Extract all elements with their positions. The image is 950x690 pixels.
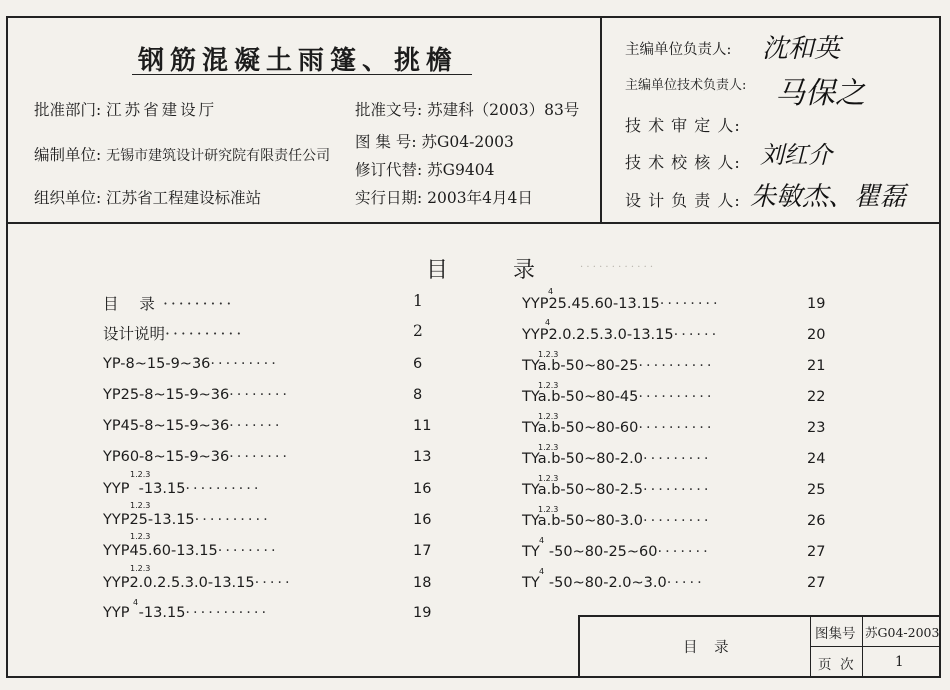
title-underline <box>132 74 472 75</box>
tech-chief-signature: 马保之 <box>775 76 865 111</box>
title-block-atlas-value: 苏G04-2003 <box>865 625 940 640</box>
toc-entry-code: TY -50~80-2.0~3.0 <box>522 575 667 591</box>
toc-entry-code: 目 录 <box>103 295 163 313</box>
toc-entry-code: TYa.b-50~80-2.5 <box>522 482 643 498</box>
approval-doc-label: 批准文号: <box>355 101 423 119</box>
toc-entry <box>522 389 826 405</box>
toc-entry-page: 19 <box>807 296 826 312</box>
toc-entry-page: 20 <box>807 327 826 343</box>
toc-entry <box>522 296 826 312</box>
toc-entry-page: 16 <box>413 512 432 528</box>
tech-check-label: 技 术 校 核 人: <box>625 153 741 172</box>
toc-entry <box>103 543 432 559</box>
approval-doc-value: 苏建科（2003）83号 <box>427 101 580 119</box>
toc-entry-page: 17 <box>413 543 432 559</box>
approval-dept <box>34 98 217 120</box>
title-block-page-value: 1 <box>895 654 904 670</box>
toc-entry <box>522 451 826 467</box>
toc-entry <box>522 544 826 560</box>
toc-leader: ········· <box>162 295 235 313</box>
toc-entry <box>103 605 432 621</box>
toc-superscript: 1.2.3 <box>130 470 151 479</box>
toc-entry <box>522 482 826 498</box>
toc-leader: ······· <box>229 418 283 434</box>
toc-entry-code: TY -50~80-25~60 <box>522 544 658 560</box>
title-block-divider <box>810 646 941 647</box>
toc-entry-page: 1 <box>413 292 423 310</box>
document-title: 钢筋混凝土雨篷、挑檐 <box>137 46 458 76</box>
toc-superscript: 4 <box>539 567 545 576</box>
toc-entry-code: TYa.b-50~80-60 <box>522 420 639 436</box>
toc-entry-page: 24 <box>807 451 826 467</box>
toc-entry-code: TYa.b-50~80-45 <box>522 389 639 405</box>
designer-signature: 朱敏杰、瞿磊 <box>750 182 907 212</box>
toc-leader: ········ <box>217 543 279 559</box>
toc-leader: ·········· <box>165 325 245 343</box>
organizer-value: 江苏省工程建设标准站 <box>106 189 262 207</box>
chief-editor-signature: 沈和英 <box>762 34 841 64</box>
toc-superscript: 1.2.3 <box>538 412 559 421</box>
tech-chief-label: 主编单位技术负责人: <box>625 78 747 93</box>
toc-entry-page: 19 <box>413 605 432 621</box>
toc-superscript: 1.2.3 <box>130 501 151 510</box>
toc-superscript: 1.2.3 <box>538 443 559 452</box>
atlas-number-value: 苏G04-2003 <box>421 133 514 151</box>
toc-entry <box>103 481 432 497</box>
toc-entry-code: YP60-8~15-9~36 <box>103 449 230 465</box>
toc-entry <box>103 292 423 314</box>
toc-entry-page: 13 <box>413 449 432 465</box>
toc-leader: ······· <box>657 544 711 560</box>
toc-entry <box>522 513 826 529</box>
toc-leader: ········· <box>643 482 712 498</box>
toc-title-char-1: 目 <box>426 258 449 283</box>
tech-check-signature: 刘红介 <box>760 141 832 169</box>
effective-date-value: 2003年4月4日 <box>427 189 533 207</box>
toc-leader: ········ <box>229 387 291 403</box>
toc-leader: ·········· <box>638 389 715 405</box>
toc-entry-code: TYa.b-50~80-3.0 <box>522 513 643 529</box>
toc-entry-page: 21 <box>807 358 826 374</box>
toc-entry <box>103 356 423 372</box>
toc-entry-code: YYP25-13.15 <box>103 512 195 528</box>
toc-entry-code: YP-8~15-9~36 <box>103 356 211 372</box>
toc-superscript: 1.2.3 <box>538 381 559 390</box>
toc-title-char-2: 录 <box>513 258 536 283</box>
title-block-atlas-label: 图集号 <box>815 626 856 642</box>
title-block-name: 目 录 <box>683 640 735 656</box>
toc-entry-page: 26 <box>807 513 826 529</box>
compiler <box>34 143 330 165</box>
toc-entry <box>103 322 423 344</box>
toc-superscript: 1.2.3 <box>538 350 559 359</box>
toc-superscript: 1.2.3 <box>130 564 151 573</box>
toc-entry-code: YP25-8~15-9~36 <box>103 387 230 403</box>
approval-dept-value: 江苏省建设厅 <box>106 101 218 119</box>
toc-leader: ········ <box>229 449 291 465</box>
toc-leader: ········· <box>643 513 712 529</box>
toc-entry-page: 23 <box>807 420 826 436</box>
toc-entry-code: YYP -13.15 <box>103 481 186 497</box>
toc-entry-page: 11 <box>413 418 432 434</box>
toc-entry-code: YYP25.45.60-13.15 <box>522 296 660 312</box>
compiler-label: 编制单位: <box>34 146 102 164</box>
toc-entry-code: TYa.b-50~80-25 <box>522 358 639 374</box>
title-block-page-label: 页 次 <box>818 657 854 673</box>
toc-entry-code: YYP2.0.2.5.3.0-13.15 <box>103 575 255 591</box>
organizer-label: 组织单位: <box>34 189 102 207</box>
effective-date <box>355 186 533 208</box>
toc-superscript: 1.2.3 <box>538 505 559 514</box>
toc-entry <box>522 420 826 436</box>
atlas-number <box>355 130 514 152</box>
compiler-value: 无锡市建筑设计研究院有限责任公司 <box>106 148 331 164</box>
toc-entry-page: 6 <box>413 356 423 372</box>
effective-date-label: 实行日期: <box>355 189 423 207</box>
designer-label: 设 计 负 责 人: <box>625 191 741 210</box>
atlas-number-label: 图 集 号: <box>355 133 417 151</box>
toc-leader: ·········· <box>185 481 262 497</box>
toc-entry <box>103 575 432 591</box>
toc-entry <box>522 575 826 591</box>
chief-editor-label: 主编单位负责人: <box>625 42 732 58</box>
toc-entry-page: 25 <box>807 482 826 498</box>
approval-doc <box>355 98 579 120</box>
toc-entry <box>522 358 826 374</box>
toc-entry-code: YP45-8~15-9~36 <box>103 418 230 434</box>
toc-title <box>426 253 535 284</box>
toc-entry-page: 16 <box>413 481 432 497</box>
toc-entry-page: 22 <box>807 389 826 405</box>
toc-leader: ········ <box>659 296 721 312</box>
toc-superscript: 1.2.3 <box>538 474 559 483</box>
replaces <box>355 158 495 180</box>
toc-leader: ····· <box>254 575 293 591</box>
toc-entry-page: 2 <box>413 322 423 340</box>
toc-entry <box>103 512 432 528</box>
toc-superscript: 1.2.3 <box>130 532 151 541</box>
toc-leader: ······ <box>673 327 720 343</box>
toc-entry-page: 18 <box>413 575 432 591</box>
toc-entry-page: 27 <box>807 544 826 560</box>
toc-leader: ·········· <box>638 420 715 436</box>
toc-entry-code: YYP2.0.2.5.3.0-13.15 <box>522 327 674 343</box>
toc-leader: ········· <box>643 451 712 467</box>
toc-superscript: 4 <box>133 598 139 607</box>
toc-leader: ·········· <box>194 512 271 528</box>
toc-entry-code: TYa.b-50~80-2.0 <box>522 451 643 467</box>
toc-entry-code: YYP45.60-13.15 <box>103 543 218 559</box>
toc-entry-page: 27 <box>807 575 826 591</box>
tech-review-label: 技 术 审 定 人: <box>625 116 741 135</box>
toc-leader: ········· <box>210 356 279 372</box>
toc-entry <box>522 327 826 343</box>
toc-superscript: 4 <box>539 536 545 545</box>
approval-dept-label: 批准部门: <box>34 101 102 119</box>
toc-leader: ·········· <box>638 358 715 374</box>
toc-entry <box>103 387 423 403</box>
toc-entry-code: 设计说明 <box>103 325 166 343</box>
toc-leader: ····· <box>666 575 705 591</box>
toc-leader: ··········· <box>185 605 270 621</box>
toc-superscript: 4 <box>548 287 554 296</box>
toc-entry-page: 8 <box>413 387 423 403</box>
toc-superscript: 4 <box>545 318 551 327</box>
toc-entry <box>103 449 432 465</box>
toc-entry-code: YYP -13.15 <box>103 605 186 621</box>
toc-entry <box>103 418 432 434</box>
replaces-value: 苏G9404 <box>427 161 495 179</box>
bleed-through-text: · · · · · · · · · · · · <box>580 262 654 273</box>
organizer <box>34 186 261 208</box>
replaces-label: 修订代替: <box>355 161 423 179</box>
